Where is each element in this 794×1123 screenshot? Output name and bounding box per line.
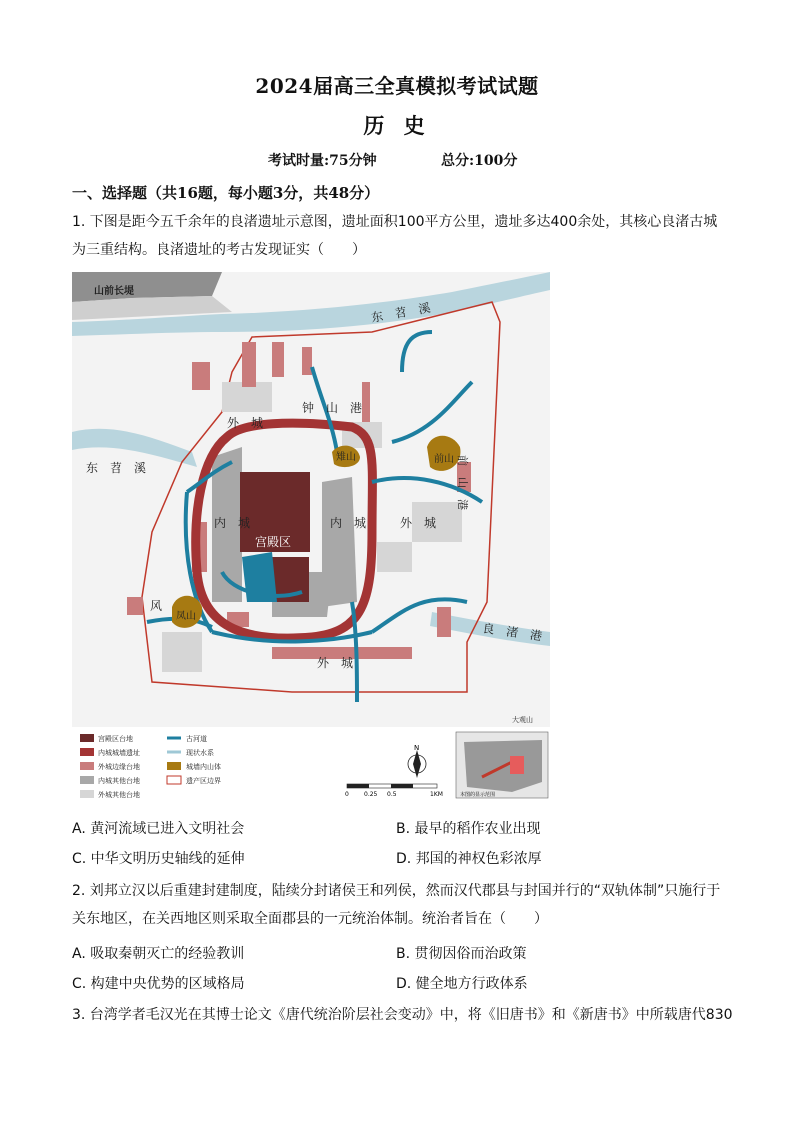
label-zhongshan: 钟 山 港: [302, 401, 363, 415]
svg-text:古河道: 古河道: [186, 735, 207, 743]
label-palace: 宫殿区: [255, 535, 292, 549]
label-qianshan: 前山: [434, 454, 454, 465]
q2-option-a[interactable]: A. 吸取秦朝灭亡的经验教训: [72, 946, 245, 962]
q2-option-c[interactable]: C. 构建中央优势的区域格局: [72, 976, 245, 992]
question-2-text: 2. 刘邦立汉以后重建封建制度，陆续分封诸侯王和列侯，然而汉代郡县与封国并行的“双轨体制”只施行于关东地区，在关西地区则采取全面郡县的一元统治体制。统治者旨在（ ）: [72, 883, 721, 927]
label-fengshan: 凤山: [176, 611, 196, 622]
svg-text:0: 0: [345, 791, 349, 798]
svg-text:外城边缘台地: 外城边缘台地: [98, 763, 140, 771]
svg-text:内城城墙遗址: 内城城墙遗址: [98, 749, 140, 757]
exam-subject: 历 史: [363, 113, 431, 138]
q1-option-d[interactable]: D. 邦国的神权色彩浓厚: [396, 851, 542, 867]
label-waicheng-right: 外 城: [400, 516, 437, 530]
label-neicheng-left: 内 城: [214, 516, 251, 530]
question-1-text: 1. 下图是距今五千余年的良渚遗址示意图，遗址面积100平方公里，遗址多达400余处，其核心良渚古城为三重结构。良渚遗址的考古发现证实（ ）: [72, 214, 718, 258]
svg-text:N: N: [414, 744, 420, 752]
label-daguanshan: 大观山: [512, 716, 533, 724]
label-qianshan-gang: 前 山 港: [456, 455, 469, 510]
svg-text:0.25: 0.25: [364, 791, 378, 798]
label-shanqian: 山前长堤: [94, 286, 134, 297]
label-liangzhu-gang: 良 渚 港: [481, 621, 543, 644]
q2-option-b[interactable]: B. 贯彻因俗而治政策: [396, 946, 527, 962]
label-waicheng-bottom: 外 城: [317, 656, 354, 670]
exam-time: 考试时量:75分钟: [268, 153, 377, 169]
svg-text:本图的显示范围: 本图的显示范围: [460, 792, 496, 798]
label-neicheng-right: 内 城: [330, 516, 367, 530]
question-3-text: 3. 台湾学者毛汉光在其博士论文《唐代统治阶层社会变动》中，将《旧唐书》和《新唐书》中所载唐代830: [72, 1007, 733, 1023]
q1-option-b[interactable]: B. 最早的稻作农业出现: [396, 821, 541, 837]
north-arrow-icon: [408, 744, 426, 778]
q1-option-c[interactable]: C. 中华文明历史轴线的延伸: [72, 851, 245, 867]
svg-text:城墙内山体: 城墙内山体: [186, 763, 221, 771]
label-zhishan: 雉山: [336, 452, 356, 463]
svg-text:遗产区边界: 遗产区边界: [186, 777, 221, 785]
label-dongtiaoxi-left: 东 苕 溪: [86, 461, 147, 475]
q2-option-d[interactable]: D. 健全地方行政体系: [396, 976, 528, 992]
svg-text:外城其他台地: 外城其他台地: [98, 791, 140, 799]
q1-option-a[interactable]: A. 黄河流域已进入文明社会: [72, 821, 245, 837]
exam-title: 2024届高三全真模拟考试试题: [255, 74, 539, 98]
svg-text:宫殿区台地: 宫殿区台地: [98, 735, 133, 743]
scale-bar: [345, 784, 443, 798]
label-dongtiaoxi-top: 东 苕 溪: [370, 300, 432, 325]
map-legend: [80, 734, 221, 799]
label-feng: 风: [150, 599, 163, 613]
svg-text:内城其他台地: 内城其他台地: [98, 777, 140, 785]
svg-text:现状水系: 现状水系: [186, 749, 214, 757]
section-heading: 一、选择题（共16题，每小题3分，共48分）: [72, 184, 380, 202]
exam-score: 总分:100分: [441, 153, 518, 169]
svg-text:0.5: 0.5: [387, 791, 397, 798]
svg-text:1KM: 1KM: [430, 791, 443, 798]
liangzhu-site-map: [72, 272, 550, 802]
label-waicheng-top: 外 城: [227, 416, 264, 430]
inset-map: [456, 732, 548, 798]
